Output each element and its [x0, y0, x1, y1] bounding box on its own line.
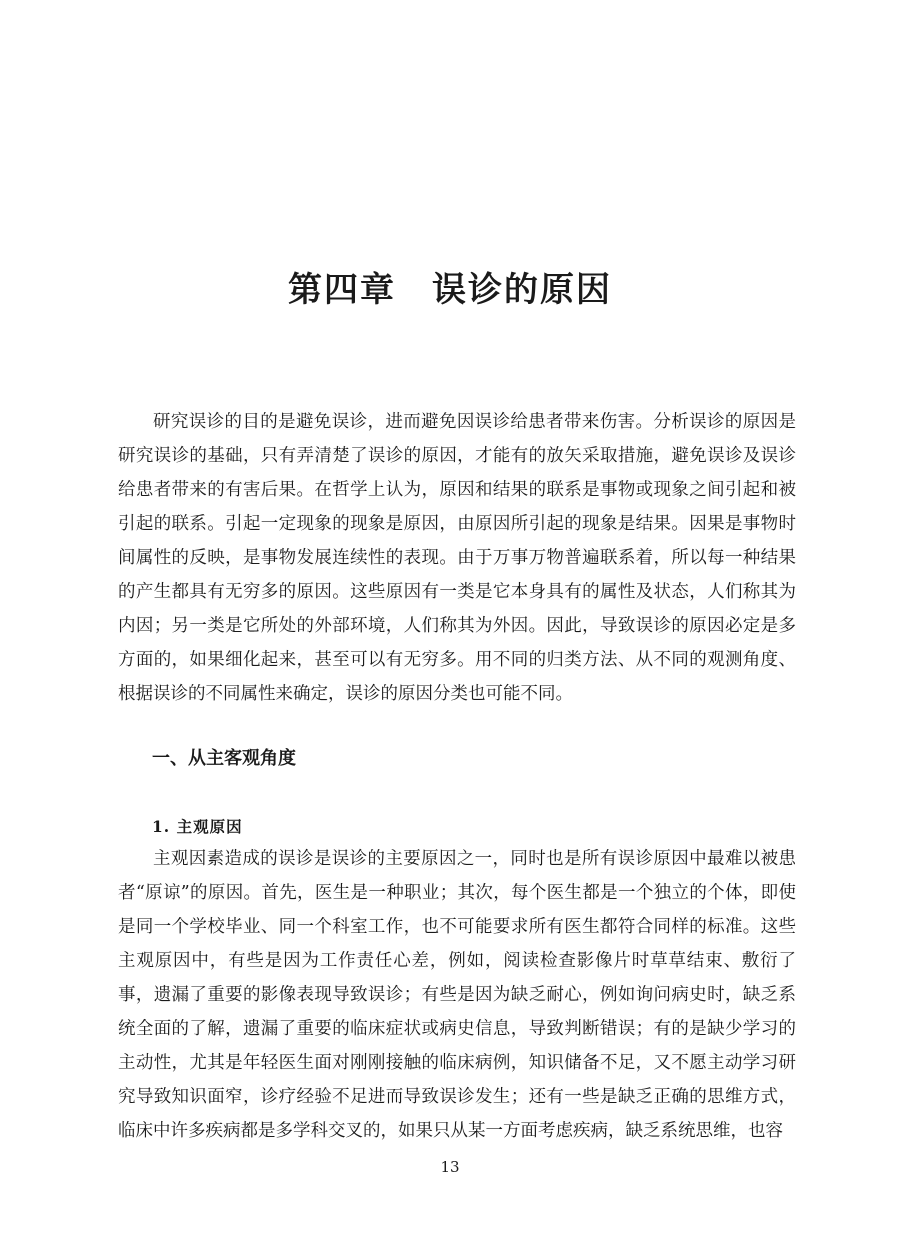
- subsection-heading: 1. 主观原因: [152, 817, 243, 836]
- chapter-title: 第四章 误诊的原因: [288, 270, 612, 310]
- page-number: 13: [440, 1158, 460, 1176]
- intro-paragraph: 研究误诊的目的是避免误诊，进而避免因误诊给患者带来伤害。分析误诊的原因是研究误诊的基础，只有弄清楚了误诊的原因，才能有的放矢采取措施，避免误诊及误诊给患者带来的有害后果。在哲学上认为，原因和结果的联系是事物或现象之间引起和被引起的联系。引起一定现象的现象是原因，由原因所引起的现象是结果。因果是事物时间属性的反映，是事物发展连续性的表现。由于万事万物普遍联系着，所以每一种结果的产生都具有无穷多的原因。这些原因有一类是它本身具有的属性及状态，人们称其为内因；另一类是它所处的外部环境，人们称其为外因。因此，导致误诊的原因必定是多方面的，如果细化起来，甚至可以有无穷多。用不同的归类方法、从不同的观测角度、根据误诊的不同属性来确定，误诊的原因分类也可能不同。: [118, 412, 796, 704]
- section-paragraph: 主观因素造成的误诊是误诊的主要原因之一，同时也是所有误诊原因中最难以被患者“原谅”的原因。首先，医生是一种职业；其次，每个医生都是一个独立的个体，即使是同一个学校毕业、同一个科室工作，也不可能要求所有医生都符合同样的标准。这些主观原因中，有些是因为工作责任心差，例如，阅读检查影像片时草草结束、敷衍了事，遗漏了重要的影像表现导致误诊；有些是因为缺乏耐心，例如询问病史时，缺乏系统全面的了解，遗漏了重要的临床症状或病史信息，导致判断错误；有的是缺少学习的主动性，尤其是年轻医生面对刚刚接触的临床病例，知识储备不足，又不愿主动学习研究导致知识面窄，诊疗经验不足进而导致误诊发生；还有一些是缺乏正确的思维方式，临床中许多疾病都是多学科交叉的，如果只从某一方面考虑疾病，缺乏系统思维，也容: [118, 849, 796, 1141]
- section-heading: 一、从主客观角度: [152, 748, 296, 769]
